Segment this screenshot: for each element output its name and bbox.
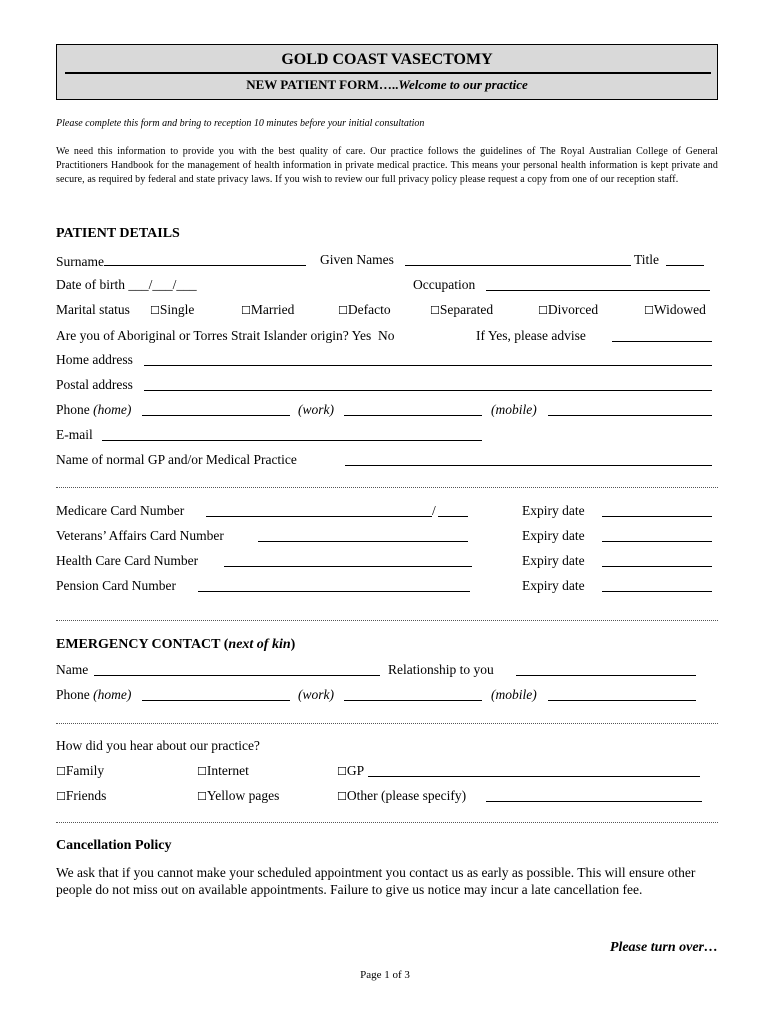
cancellation-heading: Cancellation Policy — [56, 838, 172, 853]
aboriginal-question: Are you of Aboriginal or Torres Strait Islander origin? Yes No — [56, 328, 395, 343]
section-divider — [56, 822, 718, 823]
occupation-field[interactable] — [486, 277, 710, 291]
privacy-statement: We need this information to provide you with the best quality of care. Our practice follows the guidelines of The Royal Australian College of General Practitioners Handbook for the management of health information in private medical practice. This means your personal health information is kept private and secure, as required by federal and state privacy laws. If you wish to review our full privacy policy please request a copy from one of our reception staff. — [56, 146, 718, 185]
checkbox-icon: ☐ — [644, 304, 654, 317]
checkbox-icon: ☐ — [241, 304, 251, 317]
option-label: Family — [65, 763, 105, 778]
marital-label: Marital status — [56, 302, 130, 317]
emergency-work-field[interactable] — [344, 687, 482, 701]
email-field[interactable] — [102, 427, 482, 441]
occupation-label: Occupation — [413, 277, 476, 292]
dob-row — [56, 277, 718, 293]
referral-option-family[interactable] — [56, 763, 104, 779]
emergency-mobile-field[interactable] — [548, 687, 696, 701]
marital-option-divorced[interactable] — [538, 302, 598, 318]
phone-home-field[interactable] — [142, 402, 290, 416]
section-divider — [56, 487, 718, 488]
home-address-label: Home address — [56, 352, 133, 367]
phone-row — [56, 402, 718, 418]
given-names-field[interactable] — [405, 252, 631, 266]
home-address-field[interactable] — [144, 352, 712, 366]
option-label: Single — [159, 302, 195, 317]
home-address-row — [56, 352, 718, 368]
pension-row — [56, 578, 718, 594]
checkbox-icon: ☐ — [538, 304, 548, 317]
marital-option-single[interactable] — [150, 302, 194, 318]
marital-option-widowed[interactable] — [644, 302, 706, 318]
checkbox-icon: ☐ — [197, 790, 207, 803]
emergency-phone-row — [56, 687, 718, 703]
option-label: Other (please specify) — [346, 788, 467, 803]
checkbox-icon: ☐ — [337, 790, 347, 803]
referral-gp-field[interactable] — [368, 763, 700, 777]
surname-field[interactable] — [104, 252, 306, 266]
subtitle-main: NEW PATIENT FORM….. — [246, 77, 399, 92]
email-row — [56, 427, 718, 443]
header-divider — [65, 72, 711, 74]
referral-other-field[interactable] — [486, 788, 702, 802]
form-header — [56, 44, 718, 100]
veterans-number-field[interactable] — [258, 528, 468, 542]
emergency-title-end: ) — [290, 637, 296, 652]
health-care-number-field[interactable] — [224, 553, 472, 567]
veterans-row — [56, 528, 718, 544]
health-care-row — [56, 553, 718, 569]
subtitle-welcome: Welcome to our practice — [398, 77, 528, 92]
cancellation-text: We ask that if you cannot make your scheduled appointment you contact us as early as possible. This will ensure other people do not miss out on available appointments. Failure to give us notice may incur a late cancellation fee. — [56, 865, 696, 897]
checkbox-icon: ☐ — [338, 304, 348, 317]
title-field[interactable] — [666, 252, 704, 266]
pension-number-field[interactable] — [198, 578, 470, 592]
marital-option-married[interactable] — [241, 302, 294, 318]
checkbox-icon: ☐ — [150, 304, 160, 317]
relationship-field[interactable] — [516, 662, 696, 676]
page-number: Page 1 of 3 — [360, 969, 410, 981]
postal-address-label: Postal address — [56, 377, 133, 392]
referral-option-friends[interactable] — [56, 788, 106, 804]
medicare-row — [56, 503, 718, 519]
marital-option-separated[interactable] — [430, 302, 493, 318]
option-label: Separated — [439, 302, 494, 317]
phone-work-field[interactable] — [344, 402, 482, 416]
if-yes-label: If Yes, please advise — [476, 328, 586, 343]
pension-expiry-field[interactable] — [602, 578, 712, 592]
title-label: Title — [634, 252, 660, 267]
medicare-number-field[interactable] — [206, 503, 432, 517]
section-divider — [56, 620, 718, 621]
patient-details-heading: PATIENT DETAILS — [56, 226, 180, 241]
referral-option-gp[interactable] — [337, 763, 364, 779]
option-label: Internet — [206, 763, 249, 778]
postal-address-row — [56, 377, 718, 393]
checkbox-icon: ☐ — [430, 304, 440, 317]
email-label: E-mail — [56, 427, 93, 442]
referral-option-internet[interactable] — [197, 763, 249, 779]
option-label: Friends — [65, 788, 107, 803]
practice-name: GOLD COAST VASECTOMY — [281, 51, 493, 68]
given-names-label: Given Names — [320, 252, 394, 267]
emergency-name-label: Name — [56, 662, 89, 677]
phone-mobile-label: (mobile) — [491, 402, 537, 417]
checkbox-icon: ☐ — [337, 765, 347, 778]
emergency-title-italic: next of kin — [228, 637, 291, 652]
dob-field[interactable]: ___/___/___ — [128, 277, 197, 292]
phone-mobile-field[interactable] — [548, 402, 712, 416]
medicare-expiry-field[interactable] — [602, 503, 712, 517]
referral-question: How did you hear about our practice? — [56, 738, 260, 753]
veterans-expiry-field[interactable] — [602, 528, 712, 542]
if-yes-field[interactable] — [612, 328, 712, 342]
veterans-expiry-label: Expiry date — [522, 528, 585, 543]
emergency-work-label: (work) — [298, 687, 334, 702]
checkbox-icon: ☐ — [197, 765, 207, 778]
dob-label: Date of birth — [56, 277, 125, 292]
aboriginal-row — [56, 328, 718, 344]
emergency-home-label: (home) — [93, 687, 132, 702]
marital-option-defacto[interactable] — [338, 302, 391, 318]
section-divider — [56, 723, 718, 724]
emergency-name-field[interactable] — [94, 662, 380, 676]
marital-row — [56, 302, 718, 318]
option-label: GP — [346, 763, 365, 778]
emergency-mobile-label: (mobile) — [491, 687, 537, 702]
name-row — [56, 252, 718, 270]
medicare-ref-field[interactable] — [438, 503, 468, 517]
option-label: Yellow pages — [206, 788, 280, 803]
option-label: Defacto — [347, 302, 391, 317]
emergency-home-field[interactable] — [142, 687, 290, 701]
option-label: Widowed — [653, 302, 706, 317]
referral-option-other[interactable] — [337, 788, 466, 804]
checkbox-icon: ☐ — [56, 790, 66, 803]
health-care-expiry-label: Expiry date — [522, 553, 585, 568]
gp-label: Name of normal GP and/or Medical Practice — [56, 452, 297, 467]
health-care-expiry-field[interactable] — [602, 553, 712, 567]
emergency-phone-label: Phone — [56, 687, 90, 702]
postal-address-field[interactable] — [144, 377, 712, 391]
checkbox-icon: ☐ — [56, 765, 66, 778]
veterans-label: Veterans’ Affairs Card Number — [56, 528, 224, 543]
phone-label: Phone — [56, 402, 90, 417]
emergency-name-row — [56, 662, 718, 678]
medicare-label: Medicare Card Number — [56, 503, 185, 518]
medicare-slash: / — [432, 503, 436, 518]
relationship-label: Relationship to you — [388, 662, 494, 677]
phone-home-label: (home) — [93, 402, 132, 417]
referral-option-yellow-pages[interactable] — [197, 788, 279, 804]
emergency-heading — [56, 637, 295, 653]
turn-over-note: Please turn over… — [609, 940, 718, 955]
emergency-title: EMERGENCY CONTACT ( — [56, 637, 229, 652]
gp-row — [56, 452, 718, 468]
pension-label: Pension Card Number — [56, 578, 176, 593]
health-care-label: Health Care Card Number — [56, 553, 199, 568]
option-label: Divorced — [547, 302, 599, 317]
form-subtitle — [57, 77, 717, 93]
option-label: Married — [250, 302, 295, 317]
gp-field[interactable] — [345, 452, 712, 466]
surname-label: Surname — [56, 254, 104, 269]
phone-work-label: (work) — [298, 402, 334, 417]
medicare-expiry-label: Expiry date — [522, 503, 585, 518]
intro-instruction: Please complete this form and bring to reception 10 minutes before your initial consultation — [56, 118, 425, 129]
pension-expiry-label: Expiry date — [522, 578, 585, 593]
